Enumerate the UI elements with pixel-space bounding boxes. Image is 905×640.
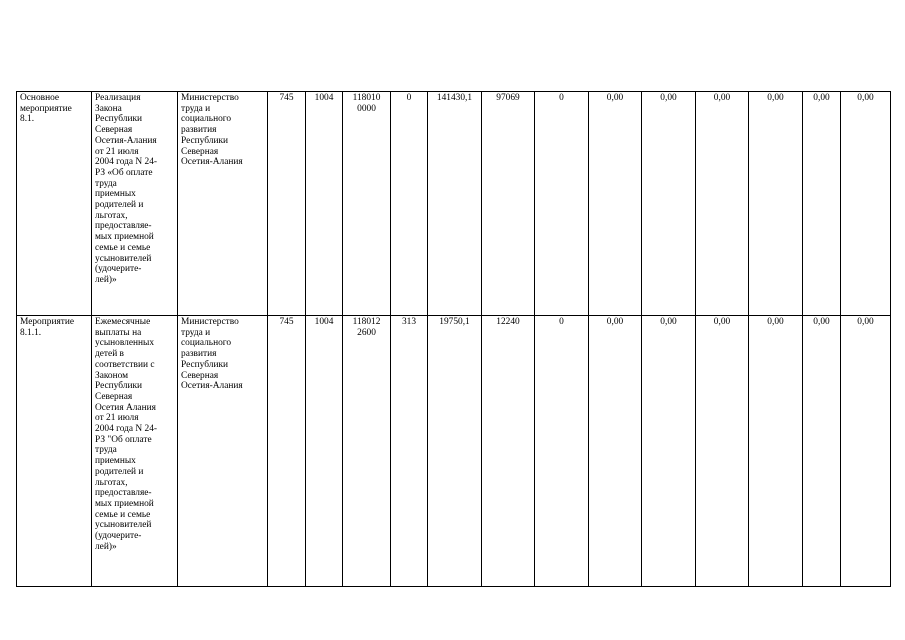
cell-description: Ежемесячные выплаты на усыновленных детей в соответствии с Законом Республики Северная Осетия Алания от 21 июля 2004 года N 24- РЗ "Об оплате труда приемных родителей и льготах, предоставляе- мых приемной семье и семье усыновителей (удочерите- лей)»	[92, 316, 178, 587]
cell-value-7: 0,00	[749, 92, 803, 316]
cell-value-5: 0,00	[642, 92, 696, 316]
cell-value-1: 141430,1	[428, 92, 482, 316]
cell-name: Мероприятие 8.1.1.	[17, 316, 92, 587]
cell-value-8: 0,00	[803, 316, 841, 587]
cell-value-8: 0,00	[803, 92, 841, 316]
program-table	[16, 91, 891, 587]
cell-value-3: 0	[535, 316, 589, 587]
cell-value-1: 19750,1	[428, 316, 482, 587]
cell-vr: 313	[391, 316, 428, 587]
cell-value-7: 0,00	[749, 316, 803, 587]
cell-name: Основное мероприятие 8.1.	[17, 92, 92, 316]
table-row	[17, 92, 891, 316]
cell-value-4: 0,00	[589, 316, 642, 587]
cell-value-4: 0,00	[589, 92, 642, 316]
cell-value-9: 0,00	[841, 92, 891, 316]
table-row	[17, 316, 891, 587]
cell-value-2: 12240	[482, 316, 535, 587]
cell-value-6: 0,00	[696, 92, 749, 316]
cell-rzpr: 1004	[306, 92, 343, 316]
cell-csr: 118010 0000	[343, 92, 391, 316]
cell-value-3: 0	[535, 92, 589, 316]
cell-value-5: 0,00	[642, 316, 696, 587]
cell-vr: 0	[391, 92, 428, 316]
cell-executor: Министерство труда и социального развития Республики Северная Осетия-Алания	[178, 316, 268, 587]
cell-rzpr: 1004	[306, 316, 343, 587]
cell-csr: 118012 2600	[343, 316, 391, 587]
cell-grbs: 745	[268, 92, 306, 316]
cell-executor: Министерство труда и социального развития Республики Северная Осетия-Алания	[178, 92, 268, 316]
cell-value-6: 0,00	[696, 316, 749, 587]
cell-value-2: 97069	[482, 92, 535, 316]
cell-grbs: 745	[268, 316, 306, 587]
cell-value-9: 0,00	[841, 316, 891, 587]
cell-description: Реализация Закона Республики Северная Осетия-Алания от 21 июля 2004 года N 24- РЗ «Об оплате труда приемных родителей и льготах, предоставляе- мых приемной семье и семье усыновителей (удочерите- лей)»	[92, 92, 178, 316]
